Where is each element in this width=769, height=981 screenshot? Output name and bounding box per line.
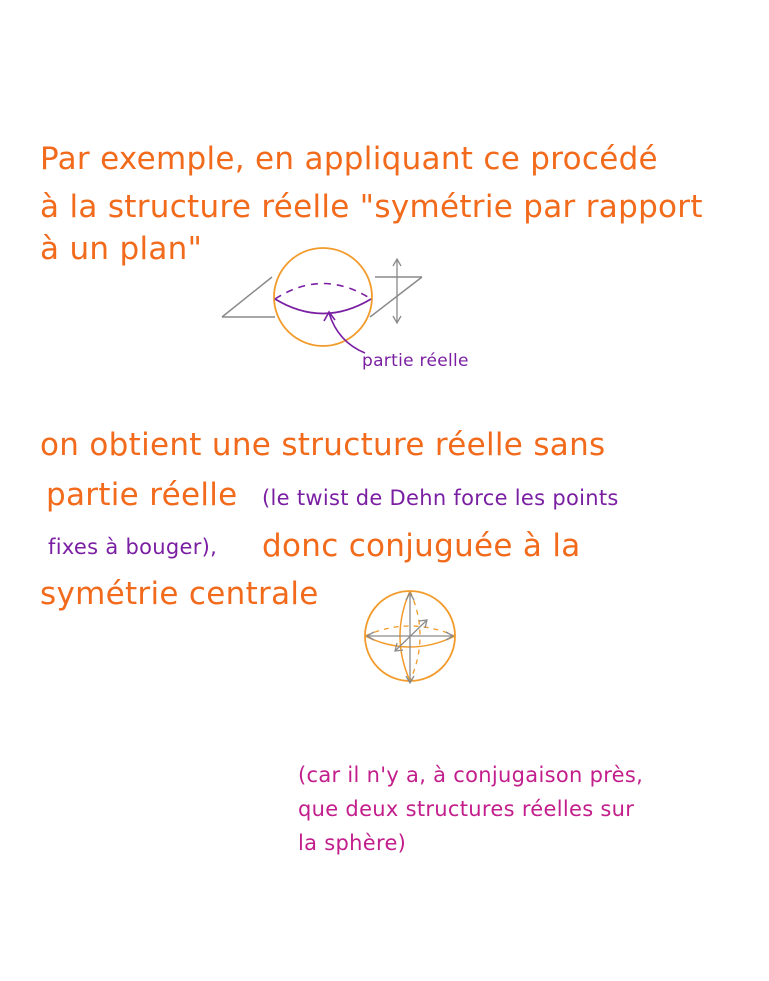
- note-line2: que deux structures réelles sur: [298, 797, 635, 821]
- pointer-arrow-icon: [324, 312, 365, 353]
- paragraph2-line3-main: donc conjuguée à la: [262, 528, 581, 564]
- axis-arrow-icon: [393, 259, 401, 323]
- equator-back: [275, 284, 371, 300]
- paragraph1-line3: à un plan": [40, 231, 203, 267]
- note-line1: (car il n'y a, à conjugaison près,: [298, 763, 644, 787]
- paragraph1-line2: à la structure réelle "symétrie par rapport: [40, 189, 703, 225]
- paragraph1-line1: Par exemple, en appliquant ce procédé: [40, 141, 658, 177]
- equator-front: [275, 299, 371, 314]
- paragraph2-line2-aside: (le twist de Dehn force les points: [262, 486, 619, 510]
- paragraph2-line3-aside: fixes à bouger),: [48, 535, 218, 559]
- paragraph2-line2-main: partie réelle: [46, 477, 238, 513]
- note-line3: la sphère): [298, 831, 407, 855]
- plane-icon: [222, 277, 422, 317]
- partie-reelle-label: partie réelle: [362, 351, 469, 371]
- sphere-icon: [274, 248, 372, 346]
- paragraph2-line4: symétrie centrale: [40, 576, 319, 612]
- paragraph2-line1: on obtient une structure réelle sans: [40, 427, 606, 463]
- central-symmetry-figure: [360, 588, 460, 688]
